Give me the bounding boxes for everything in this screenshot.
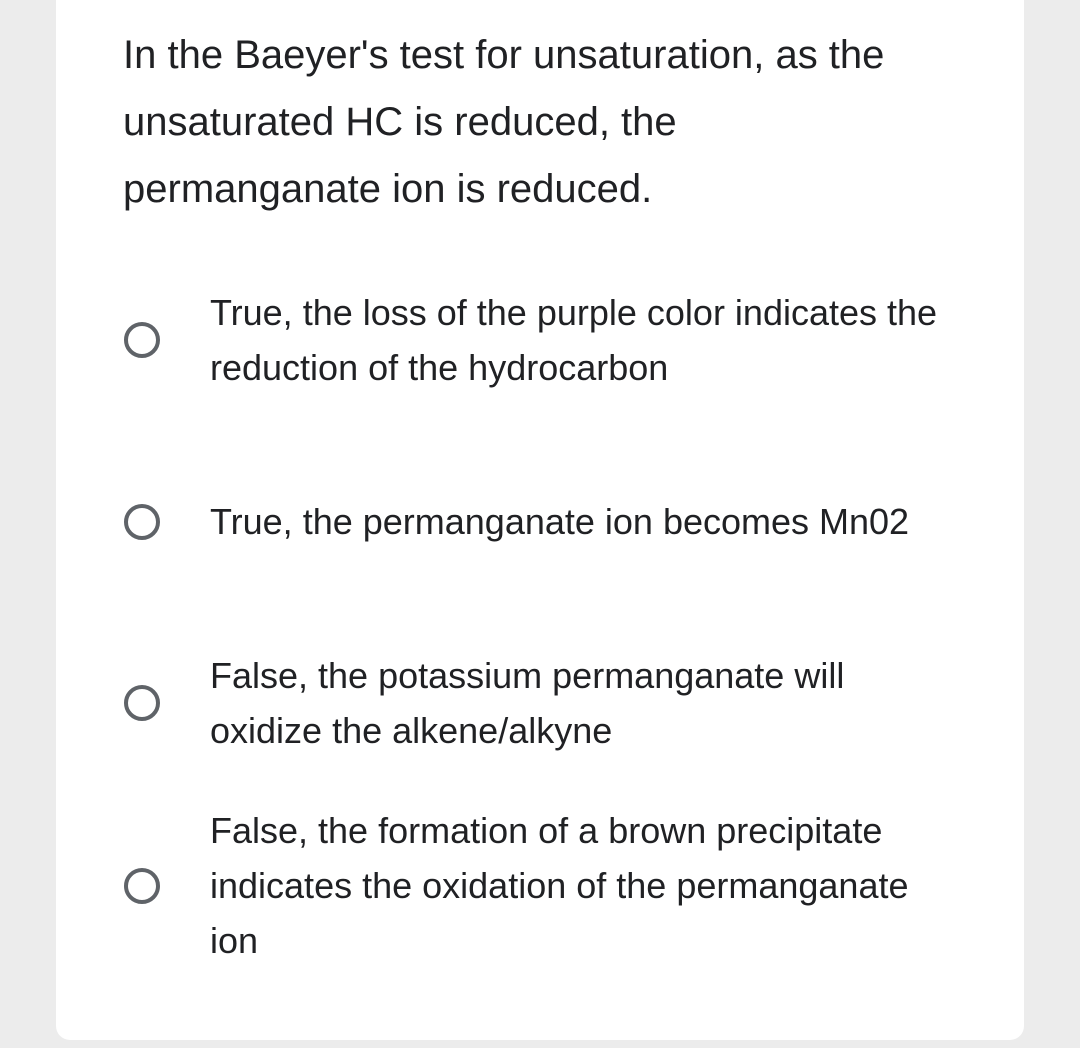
option-label: False, the formation of a brown precipitate indicates the oxidation of the permanganate ion (210, 810, 909, 961)
option-label: False, the potassium permanganate will oxidize the alkene/alkyne (210, 655, 845, 751)
answer-option-4[interactable] (120, 803, 980, 968)
answer-option-2[interactable] (120, 494, 980, 549)
radio-button-icon[interactable] (124, 685, 160, 721)
answer-option-3[interactable] (120, 648, 980, 758)
radio-button-icon[interactable] (124, 504, 160, 540)
option-label: True, the permanganate ion becomes Mn02 (210, 501, 910, 542)
radio-button-icon[interactable] (124, 322, 160, 358)
answer-option-1[interactable] (120, 285, 980, 395)
option-label: True, the loss of the purple color indicates the reduction of the hydrocarbon (210, 292, 938, 388)
question-text: In the Baeyer's test for unsaturation, as the unsaturated HC is reduced, the permanganate ion is reduced. (123, 33, 885, 211)
radio-button-icon[interactable] (124, 868, 160, 904)
